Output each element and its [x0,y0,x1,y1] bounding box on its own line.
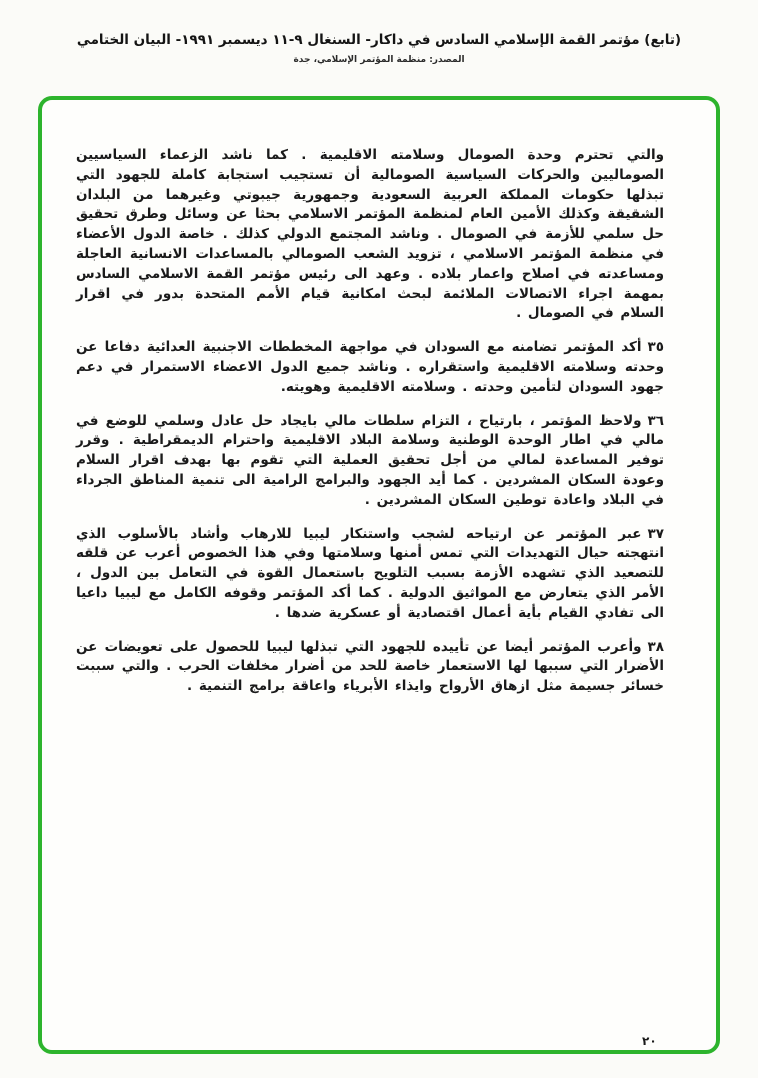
paragraph [76,412,664,511]
content-frame [38,96,720,1054]
paragraph-text: عبر المؤتمر عن ارتياحه لشجب واستنكار ليبيا للارهاب وأشاد بالأسلوب الذي انتهجته حيال التهديدات التي تمس أمنها وسلامتها وفي هذا الخصوص أعرب عن قلقه للتصعيد الذي تشهده الأزمة بسبب التلويح باستعمال القوة في التعامل بين الدول ، الأمر الذي يتعارض مع المواثيق الدولية . كما أكد المؤتمر وقوفه الكامل مع ليبيا داعيا الى تفادي القيام بأية أعمال اقتصادية أو عسكرية ضدها . [76,525,664,621]
paragraph-text: أكد المؤتمر تضامنه مع السودان في مواجهة المخططات الاجنبية العدائية دفاعا عن وحدته وسلامته الاقليمية واستقراره . وناشد جميع الدول الاعضاء الاستمرار في دعم جهود السودان لتأمين وحدته . وسلامته الاقليمية وهويته. [76,339,664,395]
document-source: المصدر: منظمة المؤتمر الإسلامي، جدة [293,55,465,65]
document-title: (تابع) مؤتمر القمة الإسلامي السادس في داكار- السنغال ٩-١١ ديسمبر ١٩٩١- البيان الختامي [76,32,682,48]
paragraph-number: ٣٥ [647,339,664,356]
paragraph-text: ولاحظ المؤتمر ، بارتياح ، التزام سلطات مالي بايجاد حل عادل وسلمي للوضع في مالي في اطار الوحدة الوطنية وسلامة البلاد الاقليمية واحترام الديمقراطية . وقرر توفير المساعدة لمالي من أجل تحقيق العملية التي تقوم بها بهدف اقرار السلام وعودة السكان المشردين . كما أيد الجهود والبرامج الرامية الى تنمية المناطق الجرداء في البلاد واعادة توطين السكان المشردين . [76,412,664,508]
paragraph [76,638,664,697]
paragraph [76,525,664,624]
paragraph-text: وأعرب المؤتمر أيضا عن تأييده للجهود التي تبذلها ليبيا للحصول على تعويضات عن الأضرار التي سببها لها الاستعمار خاصة للحد من أضرار مخلفات الحرب . والتي سببت خسائر جسيمة مثل ازهاق الأرواح وايذاء الأبرياء واعاقة برامج التنمية . [76,638,664,695]
paragraph-number: ٣٨ [647,638,664,655]
page-number: ٢٠ [642,1034,657,1048]
document-header [0,0,758,65]
paragraph-number: ٣٧ [647,525,664,542]
document-body [76,146,664,711]
paragraph [76,146,664,324]
paragraph-text: والتي تحترم وحدة الصومال وسلامته الاقليمية . كما ناشد الزعماء السياسيين الصوماليين والحركات السياسية الصومالية أن تستجيب استجابة كاملة للجهود التي تبذلها حكومات المملكة العربية السعودية وجمهورية جيبوتي وغيرهما من البلدان الشقيقة وكذلك الأمين العام لمنظمة المؤتمر الاسلامي بحثا عن وسائل وطرق تحقيق حل سلمي للأزمة في الصومال . وناشد المجتمع الدولي كذلك . خاصة الدول الأعضاء في منظمة المؤتمر الاسلامي ، تزويد الشعب الصومالي بالمساعدات الانسانية العاجلة ومساعدته في اصلاح واعمار بلاده . وعهد الى رئيس مؤتمر القمة الاسلامي السادس بمهمة اجراء الاتصالات الملائمة لبحث امكانية قيام الأمم المتحدة بدور في اقرار السلام في الصومال . [76,147,664,322]
paragraph [76,338,664,397]
paragraph-number: ٣٦ [647,412,664,429]
